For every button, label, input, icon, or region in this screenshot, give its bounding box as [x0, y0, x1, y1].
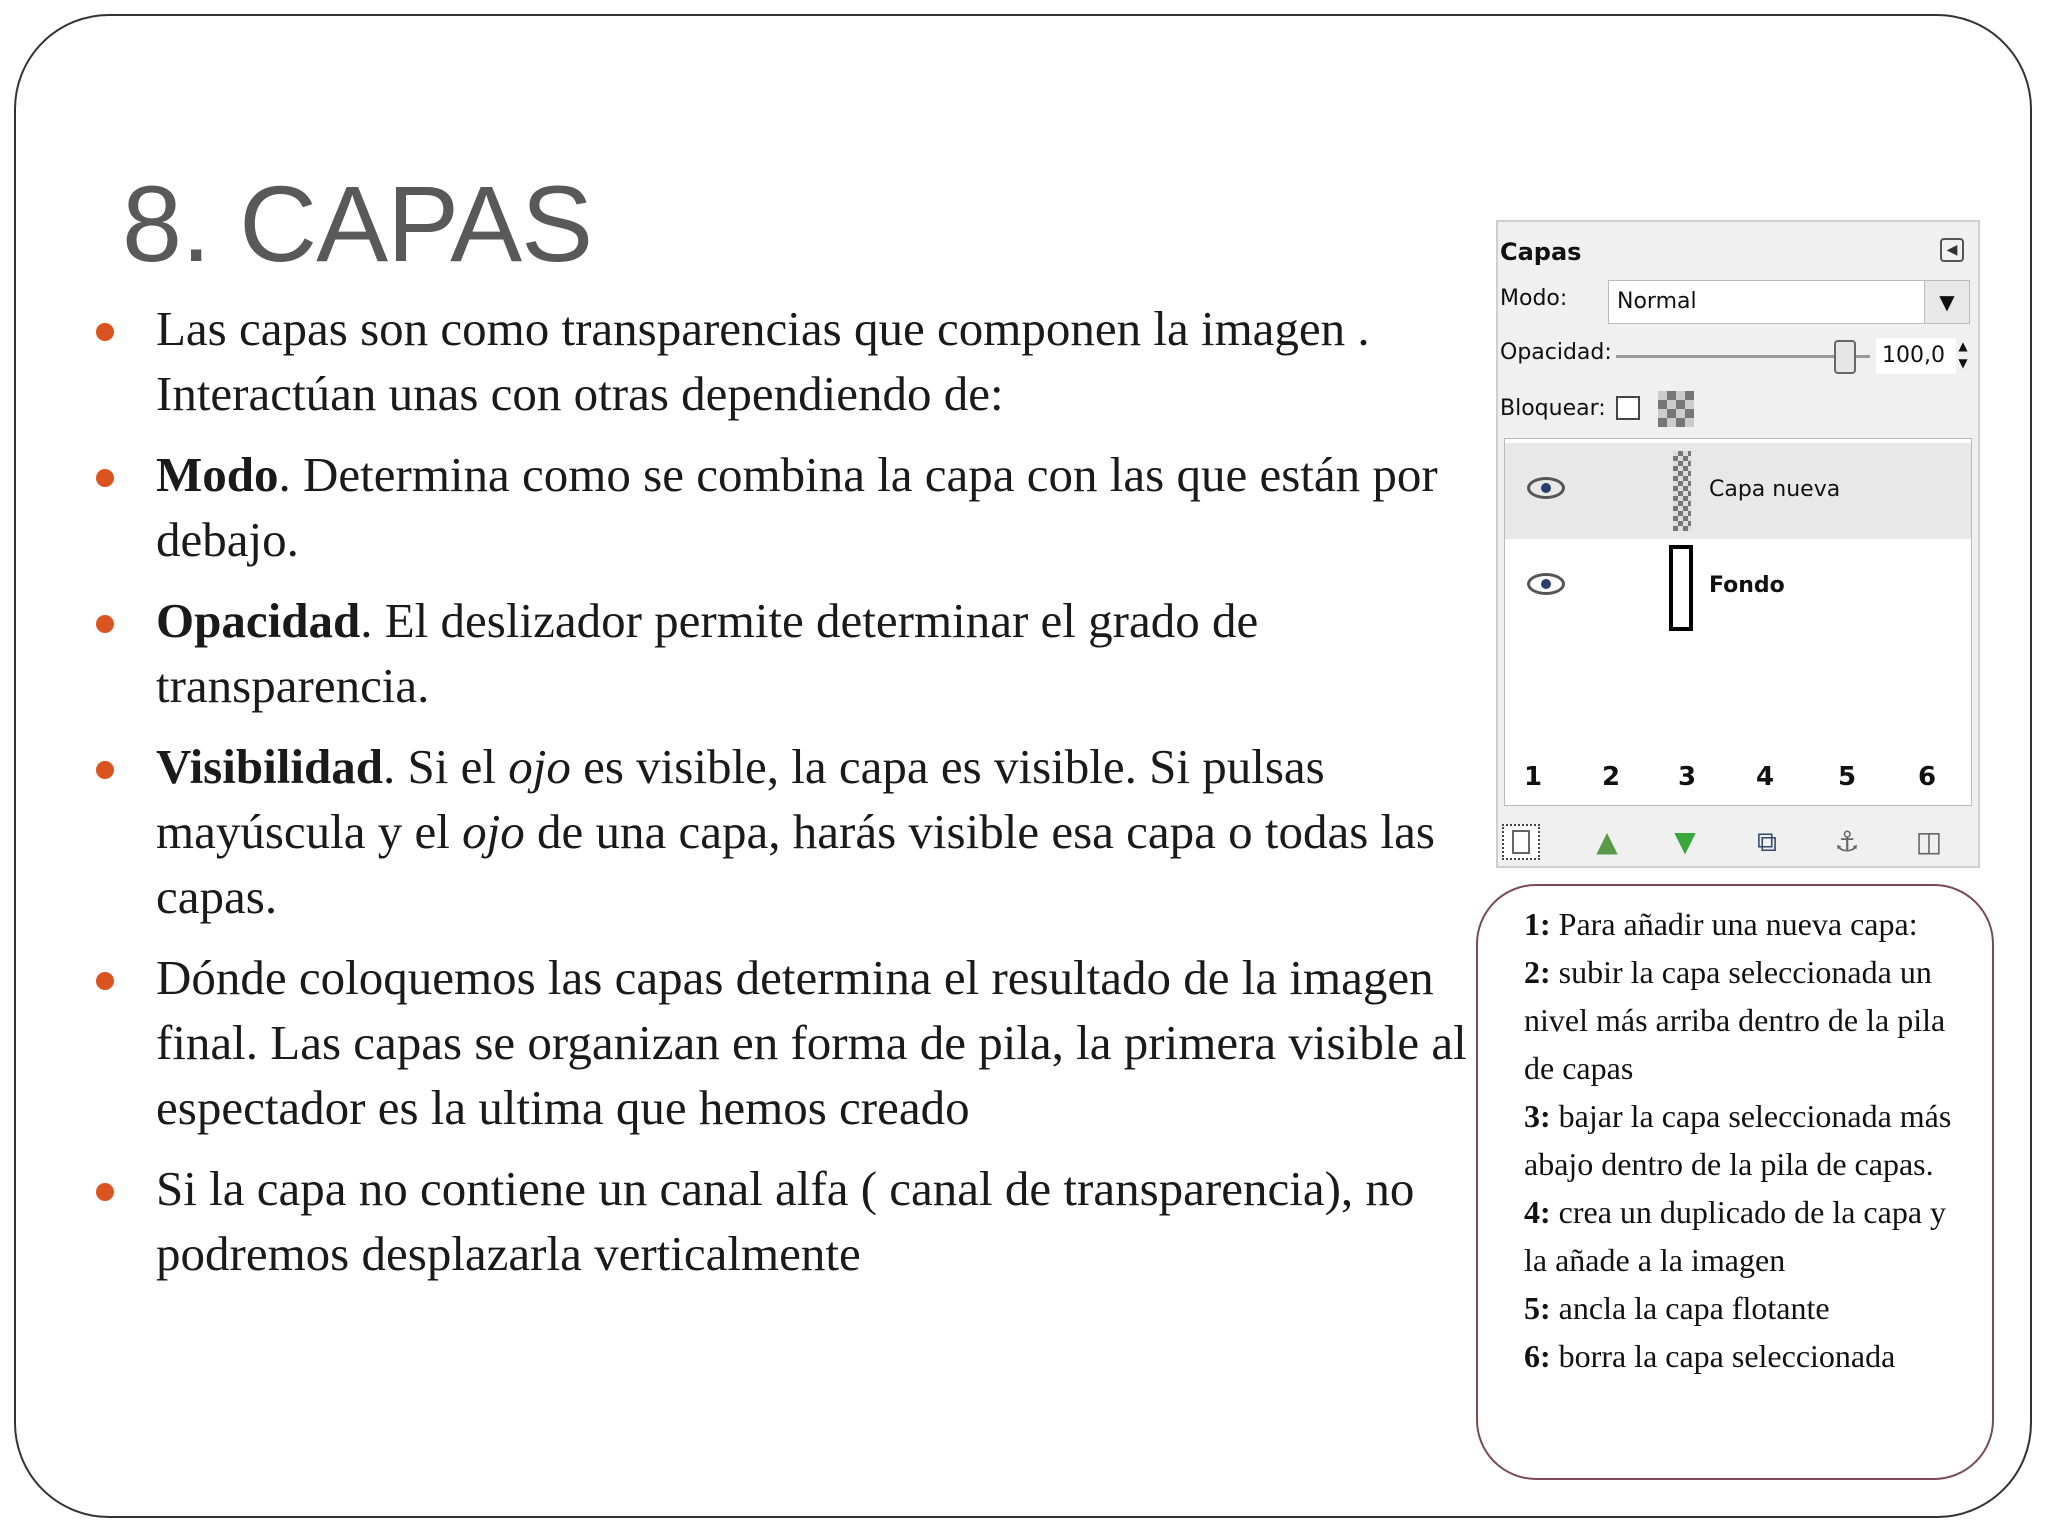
lock-checkbox[interactable]: [1616, 396, 1640, 420]
delete-layer-icon[interactable]: ◫: [1915, 825, 1943, 858]
duplicate-layer-icon[interactable]: ⧉: [1757, 825, 1777, 858]
bullet-item: Opacidad. El deslizador permite determinar el grado de transparencia.: [90, 588, 1480, 718]
panel-menu-icon[interactable]: ◀: [1940, 238, 1964, 262]
eye-icon[interactable]: [1527, 573, 1565, 595]
bullet-dot: [96, 469, 114, 487]
bullet-dot: [96, 615, 114, 633]
opacity-spin-icon[interactable]: ▲ ▼: [1958, 339, 1968, 370]
layer-name: Fondo: [1709, 573, 1785, 598]
layer-row-fondo[interactable]: [1505, 539, 1971, 635]
panel-title: Capas: [1500, 238, 1582, 266]
opacity-slider-track[interactable]: [1616, 355, 1870, 358]
layer-thumbnail: [1669, 545, 1693, 631]
button-number: 1: [1523, 762, 1543, 792]
eye-icon[interactable]: [1527, 477, 1565, 499]
legend-item: 3: bajar la capa seleccionada más abajo dentro de la pila de capas.: [1524, 1098, 1952, 1182]
opacity-label: Opacidad:: [1500, 340, 1612, 365]
opacity-slider-handle[interactable]: [1834, 340, 1856, 374]
button-number: 6: [1917, 762, 1937, 792]
layer-name: Capa nueva: [1709, 477, 1841, 502]
button-legend: [1476, 884, 1994, 1480]
legend-item: 6: borra la capa seleccionada: [1524, 1338, 1896, 1374]
legend-item: 4: crea un duplicado de la capa y la añade a la imagen: [1524, 1194, 1947, 1278]
bullet-list: [90, 296, 1480, 1302]
lock-alpha-icon[interactable]: [1658, 391, 1694, 427]
bullet-item: Dónde coloquemos las capas determina el resultado de la imagen final. Las capas se organizan en forma de pila, la primera visible al espectador es la ultima que hemos creado: [90, 945, 1480, 1140]
chevron-down-icon[interactable]: ▼: [1924, 281, 1969, 323]
lower-layer-icon[interactable]: ▼: [1674, 825, 1696, 858]
layers-panel: [1496, 220, 1980, 868]
bullet-item: Las capas son como transparencias que componen la imagen . Interactúan unas con otras dependiendo de:: [90, 296, 1480, 426]
lock-label: Bloquear:: [1500, 396, 1606, 421]
bullet-dot: [96, 972, 114, 990]
button-number: 2: [1601, 762, 1621, 792]
raise-layer-icon[interactable]: ▲: [1596, 825, 1618, 858]
button-number: 3: [1677, 762, 1697, 792]
slide-title: 8. CAPAS: [122, 163, 593, 284]
legend-item: 1: Para añadir una nueva capa:: [1524, 906, 1918, 942]
bullet-dot: [96, 761, 114, 779]
bullet-item: Visibilidad. Si el ojo es visible, la capa es visible. Si pulsas mayúscula y el ojo de una capa, harás visible esa capa o todas las capas.: [90, 734, 1480, 929]
bullet-item: Modo. Determina como se combina la capa con las que están por debajo.: [90, 442, 1480, 572]
bullet-dot: [96, 1183, 114, 1201]
legend-item: 5: ancla la capa flotante: [1524, 1290, 1830, 1326]
mode-select[interactable]: Normal ▼: [1608, 280, 1970, 324]
bullet-item: Si la capa no contiene un canal alfa ( canal de transparencia), no podremos desplazarla verticalmente: [90, 1156, 1480, 1286]
bullet-dot: [96, 323, 114, 341]
layer-thumbnail: [1673, 451, 1691, 531]
mode-label: Modo:: [1500, 286, 1568, 311]
layers-list: [1504, 438, 1972, 806]
layer-row-capa-nueva[interactable]: [1505, 443, 1971, 539]
opacity-input[interactable]: 100,0: [1876, 338, 1956, 374]
button-number: 5: [1837, 762, 1857, 792]
button-number: 4: [1755, 762, 1775, 792]
legend-item: 2: subir la capa seleccionada un nivel más arriba dentro de la pila de capas: [1524, 954, 1946, 1086]
anchor-layer-icon[interactable]: ⚓: [1834, 825, 1860, 858]
new-layer-icon[interactable]: [1502, 824, 1540, 860]
layer-toolbar: [1498, 816, 1978, 866]
